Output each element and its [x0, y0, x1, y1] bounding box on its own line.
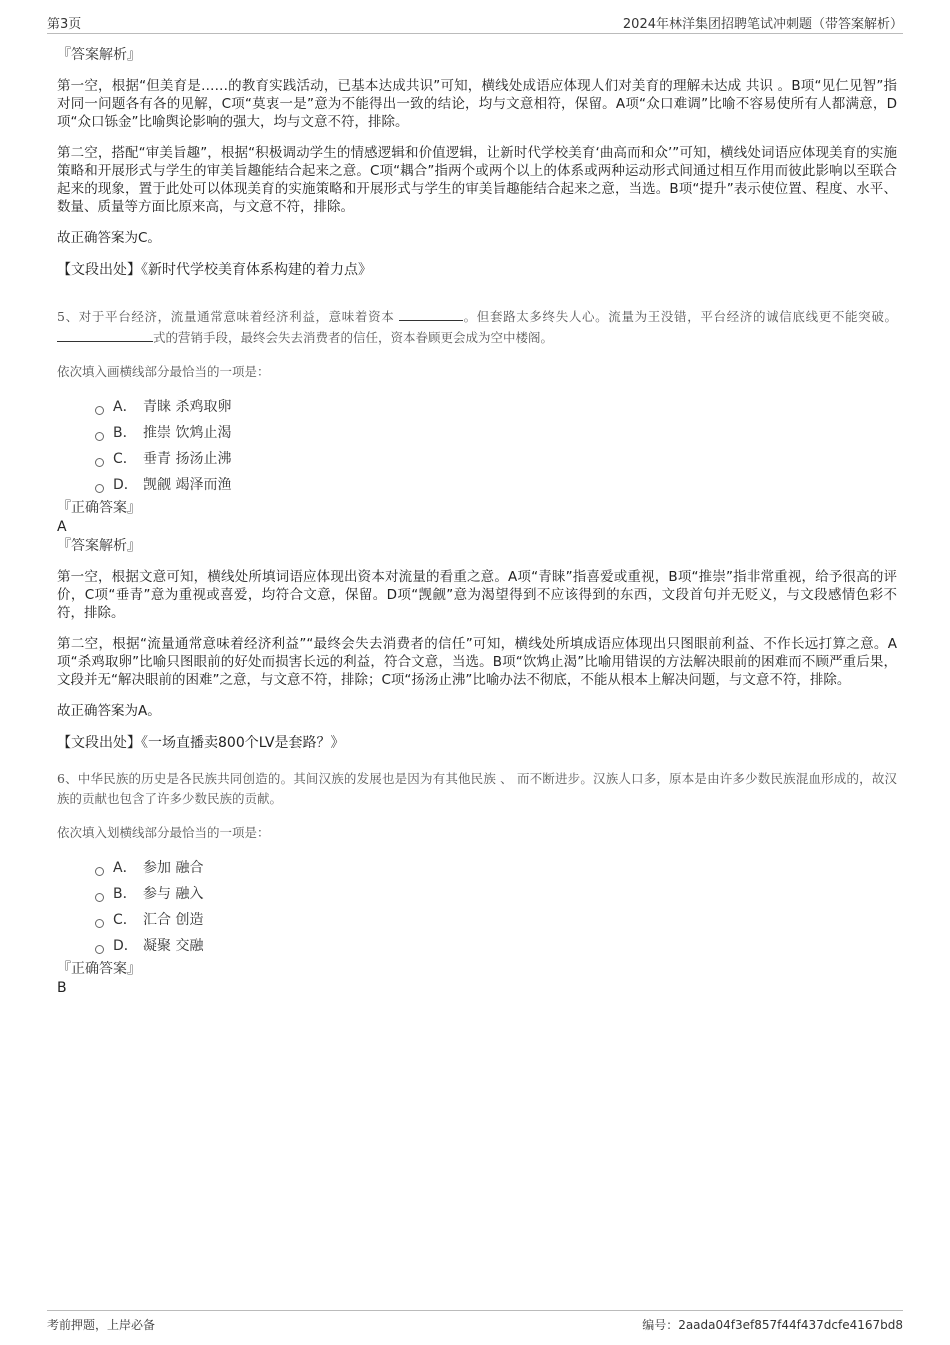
- q5-correct-label: 『正确答案』: [57, 500, 141, 516]
- q5-stem-part-2: 。但套路太多终失人心。流量为王没错，平台经济的诚信底线更不能突破。: [463, 309, 897, 324]
- radio-button-icon[interactable]: [95, 458, 104, 467]
- option-letter: B．: [113, 425, 137, 441]
- option-text: 垂青 扬汤止沸: [143, 451, 232, 467]
- page-content: [57, 45, 897, 997]
- radio-button-icon[interactable]: [95, 945, 104, 954]
- q5-source: 【文段出处】《一场直播卖800个LV是套路？》: [57, 735, 345, 751]
- document-code: 编号：2aada04f3ef857f44f437dcfe4167bd8: [642, 1318, 903, 1332]
- radio-button-icon[interactable]: [95, 867, 104, 876]
- q5-option-a[interactable]: [95, 394, 897, 420]
- q4-analysis-para-1: 第一空，根据“但美育是……的教育实践活动，已基本达成共识”可知，横线处成语应体现人们对美育的理解未达成 共识 。B项“见仁见智”指对同一问题各有各的见解，C项“莫衷一是”意为不能得出一致的结论，均与文意相符，保留。A项“众口难调”比喻不容易使所有人都满意，D项“众口铄金”比喻舆论影响的强大，均与文意不符，排除。: [57, 78, 897, 130]
- option-text: 参加 融合: [143, 860, 204, 876]
- q5-stem-part-1: 5、对于平台经济，流量通常意味着经济利益，意味着资本: [57, 309, 395, 324]
- page-header: [47, 13, 903, 34]
- radio-button-icon[interactable]: [95, 484, 104, 493]
- footer-slogan: 考前押题，上岸必备: [47, 1318, 156, 1332]
- q5-option-d[interactable]: [95, 472, 897, 498]
- q5-stem: [57, 306, 897, 348]
- q5-conclusion: 故正确答案为A。: [57, 703, 161, 719]
- page-footer: [47, 1310, 903, 1335]
- q5-blank-1: [399, 306, 463, 321]
- q5-analysis-label: 『答案解析』: [57, 538, 141, 554]
- option-text: 凝聚 交融: [143, 938, 204, 954]
- q5-answer: A: [57, 519, 67, 535]
- q6-correct-label: 『正确答案』: [57, 961, 141, 977]
- radio-button-icon[interactable]: [95, 919, 104, 928]
- q5-instruction: 依次填入画横线部分最恰当的一项是：: [57, 364, 270, 379]
- q6-instruction: 依次填入划横线部分最恰当的一项是：: [57, 825, 270, 840]
- option-text: 觊觎 竭泽而渔: [143, 477, 232, 493]
- q4-analysis-para-2: 第二空，搭配“审美旨趣”，根据“积极调动学生的情感逻辑和价值逻辑，让新时代学校美育‘曲高而和众’”可知，横线处词语应体现美育的实施策略和开展形式与学生的审美旨趣能结合起来之意。C项“耦合”指两个或两个以上的体系或两种运动形式间通过相互作用而彼此影响以至联合起来的现象，置于此处可以体现美育的实施策略和开展形式与学生的审美旨趣能结合起来之意，当选。B项“提升”表示使位置、程度、水平、数量、质量等方面比原来高，与文意不符，排除。: [57, 145, 897, 215]
- q6-options: [95, 855, 897, 959]
- option-letter: C．: [113, 912, 137, 928]
- option-letter: C．: [113, 451, 137, 467]
- q5-analysis-para-2: 第二空，根据“流量通常意味着经济利益”“最终会失去消费者的信任”可知，横线处所填成语应体现出只图眼前利益、不作长远打算之意。A项“杀鸡取卵”比喻只图眼前的好处而损害长远的利益，符合文意，当选。B项“饮鸩止渴”比喻用错误的方法解决眼前的困难而不顾严重后果，文段并无“解决眼前的困难”之意，与文意不符，排除；C项“扬汤止沸”比喻办法不彻底，不能从根本上解决问题，与文意不符，排除。: [57, 636, 897, 688]
- q4-source: 【文段出处】《新时代学校美育体系构建的着力点》: [57, 262, 372, 278]
- option-text: 青睐 杀鸡取卵: [143, 399, 232, 415]
- option-letter: A．: [113, 860, 137, 876]
- q5-stem-part-3: 式的营销手段，最终会失去消费者的信任，资本眷顾更会成为空中楼阁。: [153, 330, 554, 345]
- q6-stem: 6、中华民族的历史是各民族共同创造的。其间汉族的发展也是因为有其他民族 、 而不断进步。汉族人口多，原本是由许多少数民族混血形成的，故汉族的贡献也包含了许多少数民族的贡献。: [57, 771, 897, 806]
- document-title: 2024年林洋集团招聘笔试冲刺题（带答案解析）: [622, 17, 903, 32]
- q6-option-c[interactable]: [95, 907, 897, 933]
- q4-analysis-label: 『答案解析』: [57, 47, 141, 63]
- option-text: 汇合 创造: [143, 912, 204, 928]
- q6-option-d[interactable]: [95, 933, 897, 959]
- q4-conclusion: 故正确答案为C。: [57, 230, 161, 246]
- radio-button-icon[interactable]: [95, 406, 104, 415]
- option-letter: B．: [113, 886, 137, 902]
- option-letter: D．: [113, 938, 138, 954]
- q5-analysis-para-1: 第一空，根据文意可知，横线处所填词语应体现出资本对流量的看重之意。A项“青睐”指喜爱或重视，B项“推崇”指非常重视，给予很高的评价，C项“垂青”意为重视或喜爱，均符合文意，保留。D项“觊觎”意为渴望得到不应该得到的东西，文段首句并无贬义，与文段感情色彩不符，排除。: [57, 569, 897, 621]
- q6-answer: B: [57, 980, 67, 996]
- option-text: 推崇 饮鸩止渴: [143, 425, 232, 441]
- q5-options: [95, 394, 897, 498]
- option-letter: A．: [113, 399, 137, 415]
- q5-blank-2: [57, 327, 153, 342]
- q6-option-a[interactable]: [95, 855, 897, 881]
- option-letter: D．: [113, 477, 138, 493]
- q5-option-b[interactable]: [95, 420, 897, 446]
- option-text: 参与 融入: [143, 886, 204, 902]
- q5-option-c[interactable]: [95, 446, 897, 472]
- radio-button-icon[interactable]: [95, 893, 104, 902]
- page-number: 第3页: [47, 17, 82, 32]
- radio-button-icon[interactable]: [95, 432, 104, 441]
- q6-option-b[interactable]: [95, 881, 897, 907]
